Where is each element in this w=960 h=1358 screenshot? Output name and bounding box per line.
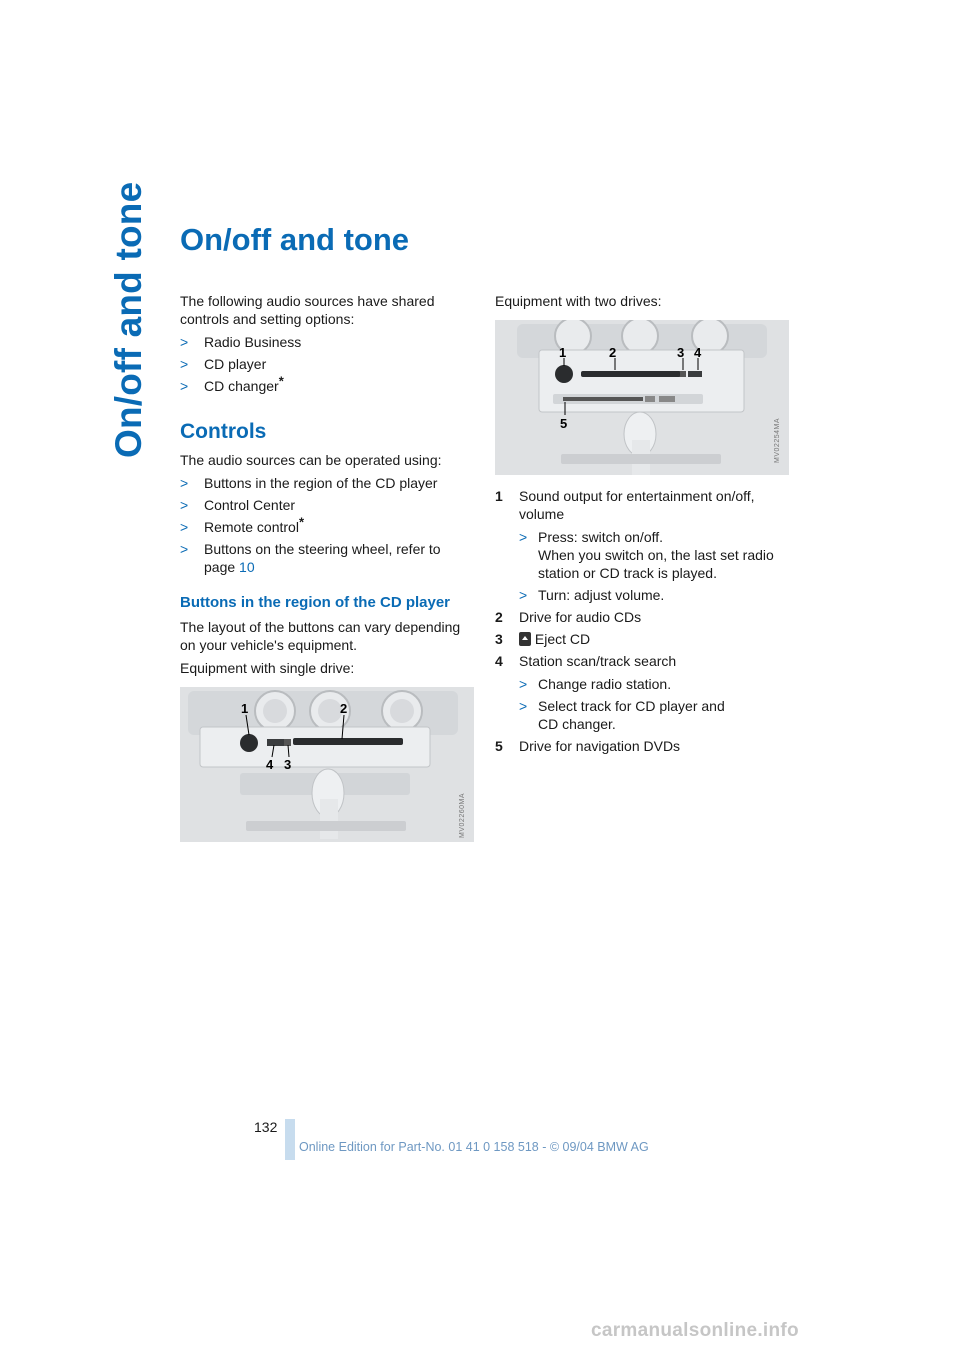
list-item: > Radio Business <box>180 334 302 350</box>
page-title: On/off and tone <box>180 222 410 257</box>
watermark: carmanualsonline.info <box>591 1320 799 1341</box>
list-item: > CD changer* <box>180 373 284 394</box>
single-drive-figure <box>180 687 474 842</box>
legend-item-2: 2 Drive for audio CDs <box>495 609 642 625</box>
left-column <box>180 292 470 854</box>
footer-bar <box>285 1119 295 1160</box>
legend-list <box>495 487 795 755</box>
two-drives-figure <box>495 320 789 475</box>
callout-label: 5 <box>560 416 568 431</box>
sources-list <box>180 333 470 395</box>
callout-label: 4 <box>694 345 702 360</box>
figure-code: MV02260MA <box>459 793 466 838</box>
footer-text: Online Edition for Part-No. 01 41 0 158 518 - © 09/04 BMW AG <box>299 1140 649 1154</box>
controls-intro: The audio sources can be operated using: <box>180 452 442 468</box>
list-item: > Remote control* <box>180 514 304 535</box>
list-item: > CD player <box>180 356 267 372</box>
legend-item-5: 5 Drive for navigation DVDs <box>495 738 681 754</box>
list-item: > Turn: adjust volume. <box>519 587 665 603</box>
controls-list <box>180 474 470 576</box>
list-item: > Control Center <box>180 497 296 513</box>
callout-label: 4 <box>266 757 274 772</box>
callout-label: 2 <box>340 701 348 716</box>
callout-label: 3 <box>677 345 685 360</box>
list-item: > Change radio station. <box>519 676 672 692</box>
callout-label: 1 <box>241 701 249 716</box>
legend-item-4: 4 Station scan/track search > Change radio station. > Select track for CD player and CD changer. <box>495 652 795 733</box>
optional-equipment-asterisk: * <box>278 373 284 389</box>
legend-item-1: 1 Sound output for entertainment on/off, volume > Press: switch on/off. When you switch on, the last set radio station or CD track is played. > Turn: adjust volume. <box>495 487 795 604</box>
callout-label: 3 <box>284 757 292 772</box>
layout-note: The layout of the buttons can vary depending on your vehicle's equipment. <box>180 619 461 653</box>
list-item: > Press: switch on/off. When you switch on, the last set radio station or CD track is played. <box>519 529 774 581</box>
list-item: > Select track for CD player and CD changer. <box>519 698 725 732</box>
list-item: > Buttons in the region of the CD player <box>180 475 438 491</box>
list-item: > Buttons on the steering wheel, refer to page 10 <box>180 541 441 575</box>
page-link[interactable]: 10 <box>239 559 255 575</box>
intro-text: The following audio sources have shared controls and setting options: <box>180 293 435 327</box>
legend-item-3: 3 Eject CD <box>495 631 591 647</box>
cd-region-heading: Buttons in the region of the CD player <box>180 594 451 611</box>
two-drives-label: Equipment with two drives: <box>495 293 662 309</box>
callout-label: 1 <box>559 345 567 360</box>
side-tab: On/off and tone <box>108 181 149 458</box>
optional-equipment-asterisk: * <box>298 514 304 530</box>
figure-code: MV02254MA <box>774 418 781 463</box>
controls-heading: Controls <box>180 420 267 443</box>
callout-label: 2 <box>609 345 617 360</box>
page-number: 132 <box>254 1119 278 1135</box>
single-drive-label: Equipment with single drive: <box>180 660 355 676</box>
eject-icon <box>519 632 531 646</box>
right-column <box>495 292 795 759</box>
